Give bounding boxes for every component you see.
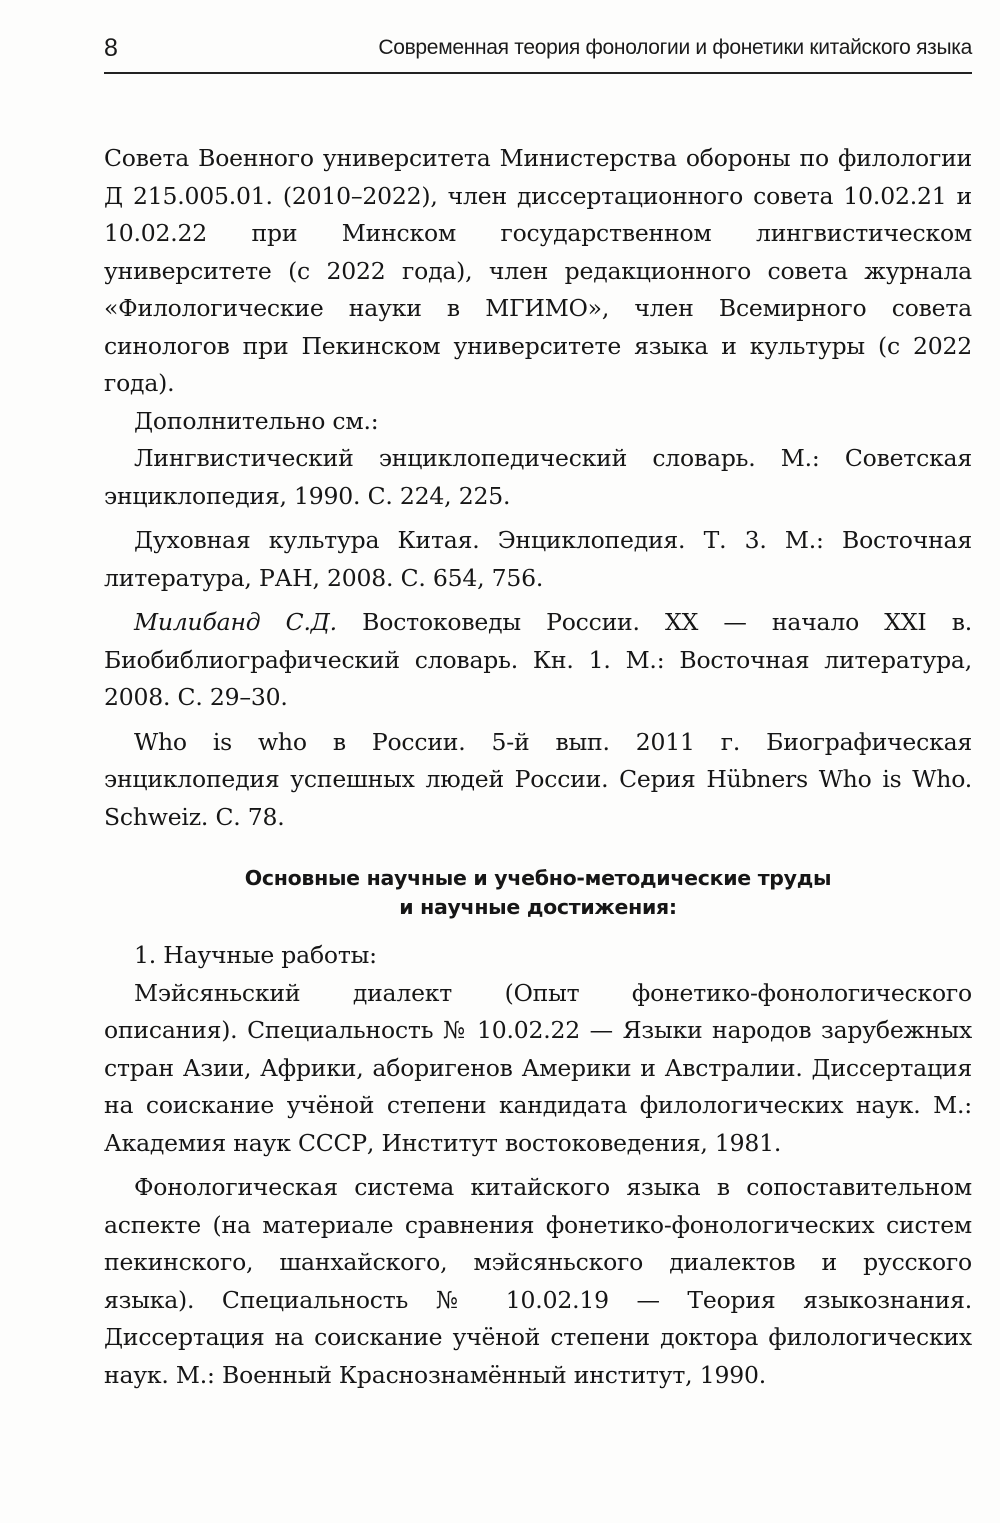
reference-author: Милибанд С.Д. <box>134 608 337 636</box>
reference-item: Духовная культура Китая. Энциклопедия. Т. 3. М.: Восточная литература, РАН, 2008. С. 654, 756. <box>104 526 972 592</box>
biography-continuation <box>104 140 972 836</box>
running-header <box>104 28 972 70</box>
reference-item: Who is who в России. 5-й вып. 2011 г. Биографическая энциклопедия успешных людей России. Серия Hübners Who is Who. Schweiz. С. 78. <box>104 727 972 831</box>
work-item: Мэйсяньский диалект (Опыт фонетико-фонологического описания). Специальность № 10.02.22 — Языки народов зарубежных стран Азии, Африки, аборигенов Америки и Австралии. Диссертация на соискание учёной степени кандидата филологических наук. М.: Академия наук СССР, Институт востоковедения, 1981. <box>104 978 972 1157</box>
section-heading-line: и научные достижения: <box>399 895 677 919</box>
intro-paragraph: Совета Военного университета Министерства обороны по филологии Д 215.005.01. (2010–2022), член диссертационного совета 10.02.21 и 10.02.22 при Минском государственном лингвистическом университете (с 2022 года), член редакционного совета журнала «Филологические науки в МГИМО», член Всемирного совета синологов при Пекинском университете языка и культуры (с 2022 года). <box>104 144 972 397</box>
section-heading-line: Основные научные и учебно-методические труды <box>244 866 832 890</box>
work-item: Фонологическая система китайского языка в сопоставительном аспекте (на материале сравнения фонетико-фонологических систем пекинского, шанхайского, мэйсяньского диалектов и русского языка). Специальность № 10.02.19 — Теория языкознания. Диссертация на соискание учёной степени доктора филологических наук. М.: Военный Краснознамённый институт, 1990. <box>104 1173 972 1389</box>
works-list <box>104 937 972 1394</box>
reference-item: Лингвистический энциклопедический словарь. М.: Советская энциклопедия, 1990. С. 224, 225. <box>104 444 972 510</box>
see-also-label: Дополнительно см.: <box>134 406 379 435</box>
reference-text: Востоковеды России. XX — начало XXI в. Биобиблиографический словарь. Кн. 1. М.: Восточная литература, 2008. С. 29–30. <box>104 608 972 711</box>
page-number: 8 <box>104 34 118 62</box>
header-divider <box>104 72 972 74</box>
subsection-label: 1. Научные работы: <box>134 941 377 969</box>
running-title: Современная теория фонологии и фонетики китайского языка <box>378 36 972 59</box>
section-heading <box>104 864 972 922</box>
reference-item <box>104 604 972 717</box>
